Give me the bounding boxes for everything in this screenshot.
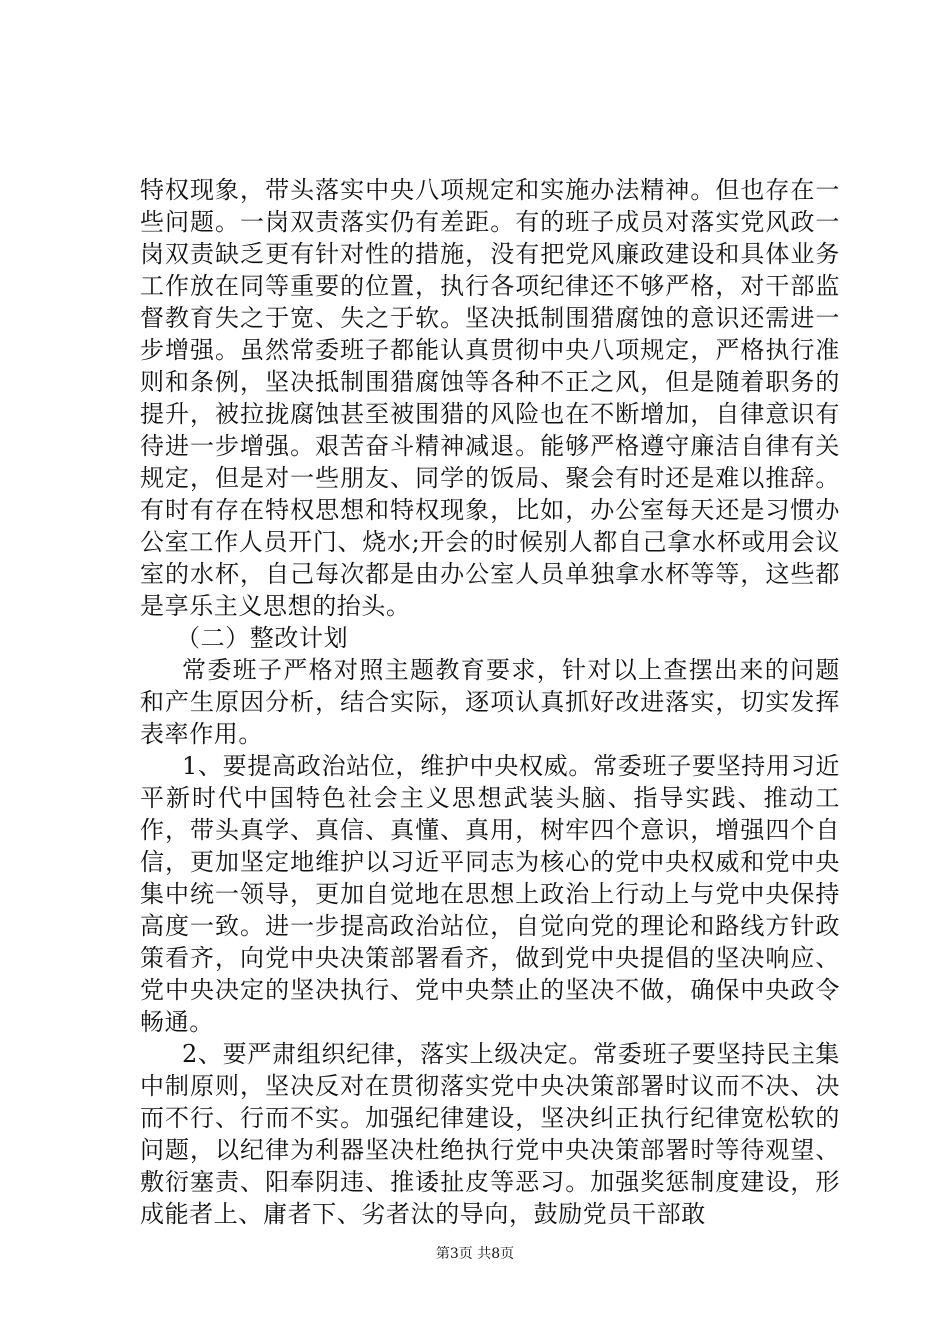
paragraph-intro: 常委班子严格对照主题教育要求，针对以上查摆出来的问题和产生原因分析，结合实际，逐项认真抓好改进落实，切实发挥表率作用。	[140, 656, 840, 748]
paragraph-item-1: 1、要提高政治站位，维护中央权威。常委班子要坚持用习近平新时代中国特色社会主义思想武装头脑、指导实践、推动工作，带头真学、真信、真懂、真用，树牢四个意识，增强四个自信，更加坚定地维护以习近平同志为核心的党中央权威和党中央集中统一领导，更加自觉地在思想上政治上行动上与党中央保持高度一致。进一步提高政治站位，自觉向党的理论和路线方针政策看齐，向党中央决策部署看齐，做到党中央提倡的坚决响应、党中央决定的坚决执行、党中央禁止的坚决不做，确保中央政令畅通。	[140, 752, 840, 1036]
page-footer: 第3页 共8页	[435, 1246, 515, 1262]
document-body	[140, 174, 840, 1230]
paragraph-continuation: 特权现象，带头落实中央八项规定和实施办法精神。但也存在一些问题。一岗双责落实仍有差距。有的班子成员对落实党风政一岗双责缺乏更有针对性的措施，没有把党风廉政建设和具体业务工作放在同等重要的位置，执行各项纪律还不够严格，对干部监督教育失之于宽、失之于软。坚决抵制围猎腐蚀的意识还需进一步增强。虽然常委班子都能认真贯彻中央八项规定，严格执行准则和条例，坚决抵制围猎腐蚀等各种不正之风，但是随着职务的提升，被拉拢腐蚀甚至被围猎的风险也在不断增加，自律意识有待进一步增强。艰苦奋斗精神减退。能够严格遵守廉洁自律有关规定，但是对一些朋友、同学的饭局、聚会有时还是难以推辞。有时有存在特权思想和特权现象，比如，办公室每天还是习惯办公室工作人员开门、烧水;开会的时候别人都自己拿水杯或用会议室的水杯，自己每次都是由办公室人员单独拿水杯等等，这些都是享乐主义思想的抬头。	[140, 176, 840, 620]
paragraph-item-2: 2、要严肃组织纪律，落实上级决定。常委班子要坚持民主集中制原则，坚决反对在贯彻落实党中央决策部署时议而不决、决而不行、行而不实。加强纪律建设，坚决纠正执行纪律宽松软的问题，以纪律为利器坚决杜绝执行党中央决策部署时等待观望、敷衍塞责、阳奉阴违、推诿扯皮等恶习。加强奖惩制度建设，形成能者上、庸者下、劣者汰的导向，鼓励党员干部敢	[140, 1040, 840, 1228]
section-heading-rectification-plan: （二）整改计划	[176, 624, 349, 652]
